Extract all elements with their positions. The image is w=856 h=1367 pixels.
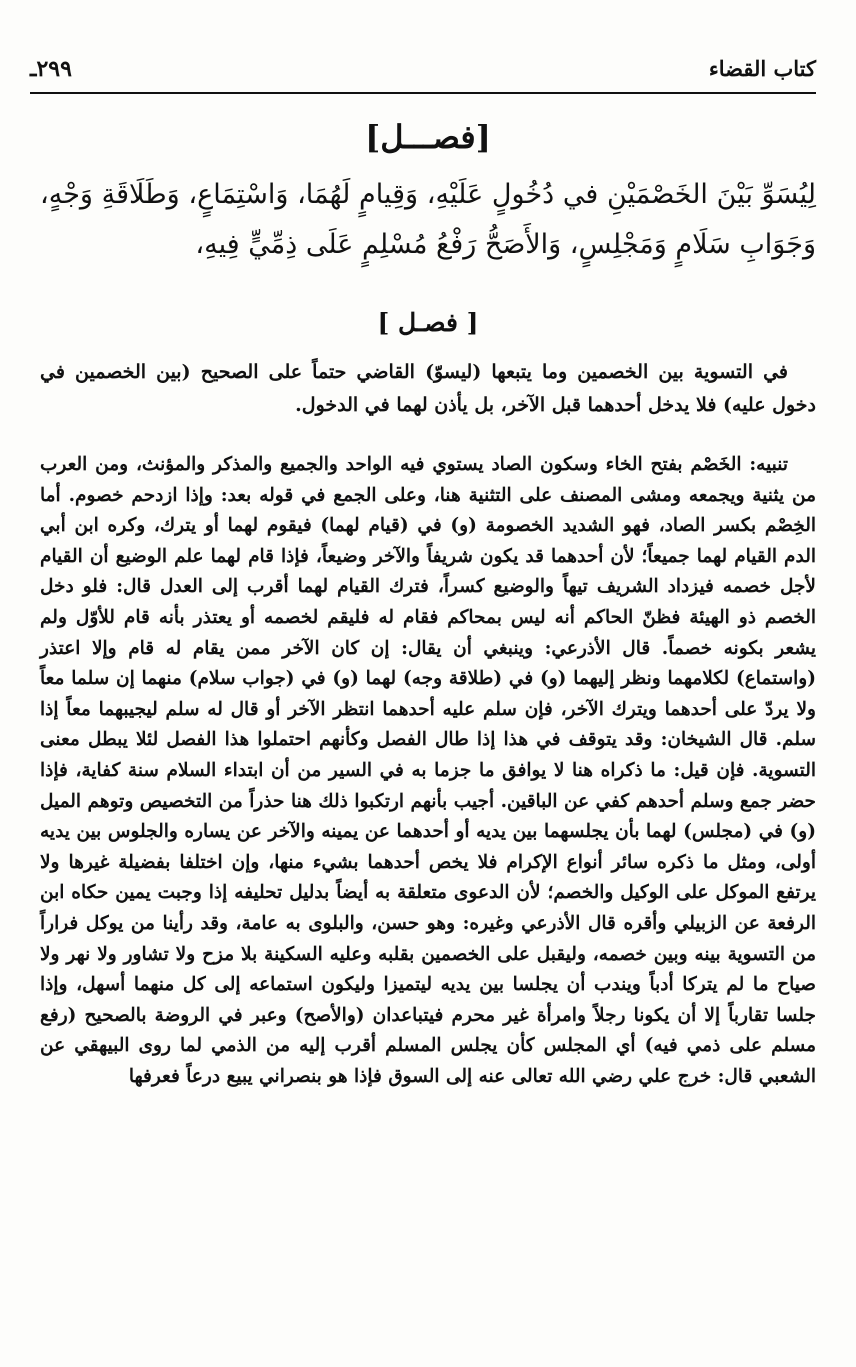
page-number: ٢٩٩ـ (30, 56, 72, 82)
running-title: كتاب القضاء (708, 56, 816, 81)
sharh-intro-paragraph: في التسوية بين الخصمين وما يتبعها (ليسوّ) القاضي حتماً على الصحيح (بين الخصمين في دخول عليه) فلا يدخل أحدهما قبل الآخر، بل يأذن لهما في الدخول. (40, 361, 816, 416)
header-divider (30, 92, 816, 94)
page-header (30, 52, 816, 92)
matn-text: لِيُسَوِّ بَيْنَ الخَصْمَيْنِ في دُخُولٍ عَلَيْهِ، وَقِيامٍ لَهُمَا، وَاسْتِمَاعٍ، وَطَلَاقَةِ وَجْهٍ، وَجَوَابِ سَلَامٍ وَمَجْلِسٍ، وَالأَصَحُّ رَفْعُ مُسْلِمٍ عَلَى ذِمِّيٍّ فِيهِ، (40, 179, 816, 260)
sharh-section-heading: [ فصـل ] (377, 308, 479, 337)
matn-section-heading: [فصـــل] (365, 118, 491, 156)
sharh-tanbih-paragraph: تنبيه: الخَصْم بفتح الخاء وسكون الصاد يستوي فيه الواحد والجميع والمذكر والمؤنث، ومن العرب من يثنية ويجمعه ومشى المصنف على التثنية هنا، وعلى الجمع في قوله بعد: وإذا ازدحم خصوم. أما الخِصْم بكسر الصاد، فهو الشديد الخصومة (و) في (قيام لهما) فيقوم لهما أو يترك، وكره ابن أبي الدم القيام لهما جميعاً؛ لأن أحدهما قد يكون شريفاً والآخر وضيعاً، فإذا قام لهما علم الوضيع أن القيام لأجل خصمه فيزداد الشريف تيهاً والوضيع كسراً، فترك القيام لهما أقرب إلى العدل قال: فلو دخل الخصم ذو الهيئة فظنّ الحاكم أنه ليس بمحاكم فقام له فليقم لخصمه أو يعتذر بأنه قام للأوّل ولم يشعر بكونه خصماً. قال الأذرعي: وينبغي أن يقال: إن كان الآخر ممن يقام له قام وإلا اعتذر (واستماع) لكلامهما ونظر إليهما (و) في (طلاقة وجه) لهما (و) في (جواب سلام) منهما إن سلما معاً ولا يردّ على أحدهما ويترك الآخر، فإن سلم عليه أحدهما انتظر الآخر أو قال له سلم ليجيبهما معاً إذا سلم. قال الشيخان: وقد يتوقف في هذا إذا طال الفصل وكأنهم احتملوا هذا الفصل لئلا يبطل معنى التسوية. فإن قيل: ما ذكراه هنا لا يوافق ما جزما به في السير من أن ابتداء السلام سنة كفاية، فإذا حضر جمع وسلم أحدهم كفي عن الباقين. أجيب بأنهم ارتكبوا ذلك هنا حذراً من التخصيص وتوهم الميل (و) في (مجلس) لهما بأن يجلسهما بين يديه أو أحدهما عن يمينه والآخر عن يساره والجلوس بين يديه أولى، ومثل ما ذكره سائر أنواع الإكرام فلا يخص أحدهما بشيء منها، وإن اختلفا بفضيلة غيرها ولا يرتفع الموكل على الوكيل والخصم؛ لأن الدعوى متعلقة به أيضاً بدليل تحليفه إذا وجبت يمين حكاه ابن الرفعة عن الزبيلي وأقره قال الأذرعي وغيره: وهو حسن، والبلوى به عامة، وقد رأينا من يوكل فراراً من التسوية بينه وبين خصمه، وليقبل على الخصمين بقلبه وعليه السكينة بلا مزح ولا تشاور ولا نهر ولا صياح ما لم يتركا أدباً ويندب أن يجلسا بين يديه ليتميزا وليكون استماعه إلى كل منهما أسهل، وإذا جلسا تقارباً إلا أن يكونا رجلاً وامرأة غير محرم فيتباعدان (والأصح) وعبر في الروضة بالصحيح (رفع مسلم على ذمي فيه) أي المجلس كأن يجلس المسلم أقرب إليه من الذمي لما روى البيهقي عن الشعبي قال: خرج علي رضي الله تعالى عنه إلى السوق فإذا هو بنصراني يبيع درعاً فعرفها (40, 454, 816, 1087)
